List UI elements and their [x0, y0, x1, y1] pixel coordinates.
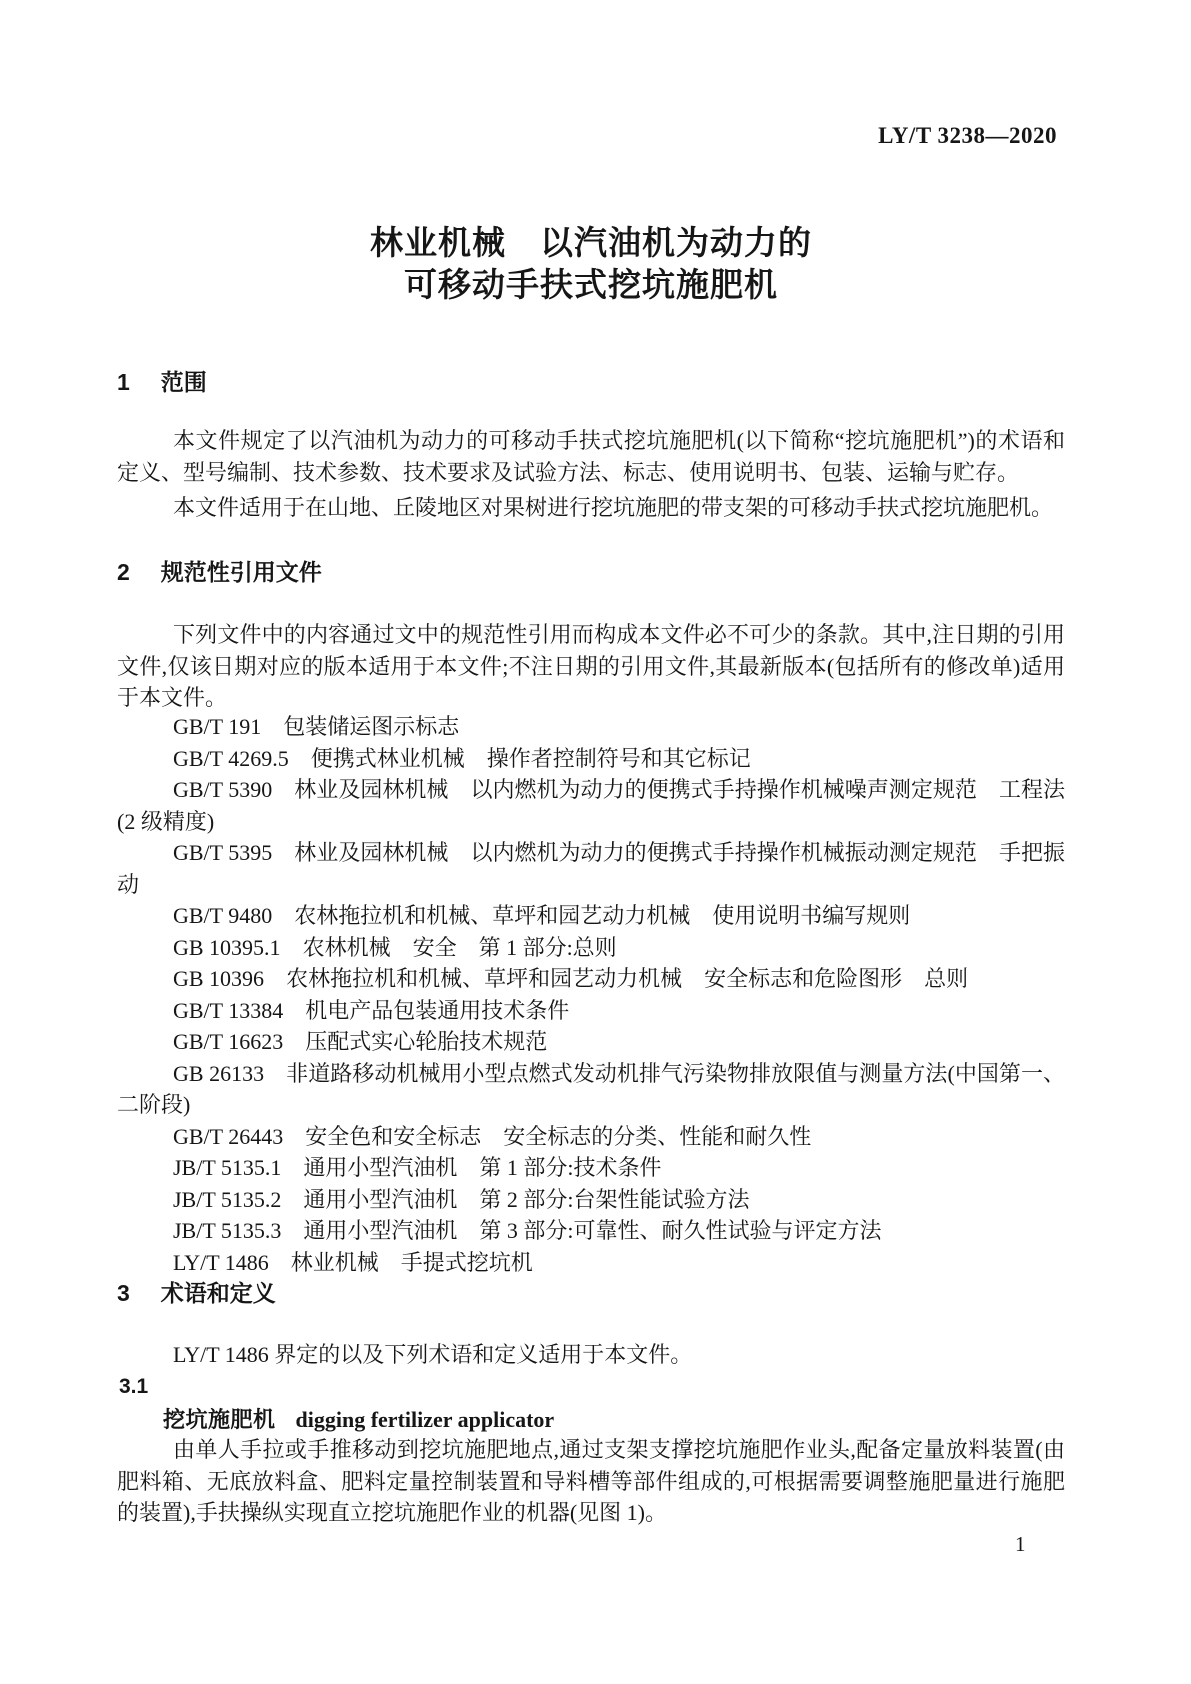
normative-references-intro: 下列文件中的内容通过文中的规范性引用而构成本文件必不可少的条款。其中,注日期的引用文件,仅该日期对应的版本适用于本文件;不注日期的引用文件,其最新版本(包括所有的修改单)适用于本文件。	[117, 622, 1065, 710]
reference-item	[117, 1215, 1065, 1247]
reference-code: GB/T 191	[173, 714, 262, 739]
reference-code: JB/T 5135.3	[173, 1218, 282, 1243]
reference-title: 农林拖拉机和机械、草坪和园艺动力机械 使用说明书编写规则	[294, 903, 911, 928]
standard-number-header: LY/T 3238—2020	[878, 123, 1057, 148]
section-title: 术语和定义	[160, 1280, 276, 1306]
reference-title: 便携式林业机械 操作者控制符号和其它标记	[310, 745, 751, 771]
section-title: 规范性引用文件	[160, 559, 322, 585]
reference-code: JB/T 5135.1	[173, 1155, 282, 1180]
term-entry	[163, 1404, 554, 1436]
document-title	[117, 222, 1065, 306]
reference-title: 农林机械 安全 第 1 部分:总则	[302, 934, 617, 960]
reference-title: 通用小型汽油机 第 3 部分:可靠性、耐久性试验与评定方法	[303, 1218, 882, 1243]
normative-references-list	[117, 711, 1065, 1278]
section-number: 1	[117, 369, 130, 395]
reference-title: 非道路移动机械用小型点燃式发动机排气污染物排放限值与测量方法(中国第一、二阶段)	[117, 1060, 1065, 1117]
reference-item	[117, 743, 1065, 775]
page-number: 1	[1015, 1532, 1026, 1556]
reference-code: GB 10395.1	[173, 934, 281, 960]
scope-paragraph-2: 本文件适用于在山地、丘陵地区对果树进行挖坑施肥的带支架的可移动手扶式挖坑施肥机。	[173, 495, 1054, 520]
page-content	[117, 0, 1065, 1684]
section-title: 范围	[160, 369, 207, 395]
section-number: 2	[117, 559, 130, 585]
reference-code: GB/T 4269.5	[173, 745, 289, 771]
reference-title: 农林拖拉机和机械、草坪和园艺动力机械 安全标志和危险图形 总则	[286, 966, 969, 991]
reference-item	[117, 1152, 1065, 1184]
reference-code: JB/T 5135.2	[173, 1186, 282, 1212]
scope-paragraph-1: 本文件规定了以汽油机为动力的可移动手扶式挖坑施肥机(以下简称“挖坑施肥机”)的术语和定义、型号编制、技术参数、技术要求及试验方法、标志、使用说明书、包装、运输与贮存。	[117, 428, 1065, 485]
term-english: digging fertilizer applicator	[295, 1407, 555, 1432]
reference-code: GB/T 5390	[173, 777, 273, 802]
reference-title: 压配式实心轮胎技术规范	[305, 1029, 548, 1054]
reference-item	[117, 711, 1065, 743]
reference-item	[117, 932, 1065, 964]
section-number: 3	[117, 1280, 130, 1306]
section-heading-scope	[117, 366, 207, 398]
reference-title: 林业机械 手提式挖坑机	[290, 1249, 533, 1275]
reference-code: GB/T 13384	[173, 997, 284, 1023]
reference-item	[117, 900, 1065, 932]
reference-item	[117, 1247, 1065, 1279]
clause-number-3-1: 3.1	[119, 1375, 149, 1398]
section-heading-terms-definitions	[117, 1277, 276, 1309]
reference-code: LY/T 1486	[173, 1249, 269, 1275]
reference-code: GB/T 9480	[173, 903, 273, 928]
reference-item	[117, 837, 1065, 900]
term-definition-paragraph: 由单人手拉或手推移动到挖坑施肥地点,通过支架支撑挖坑施肥作业头,配备定量放料装置(由肥料箱、无底放料盒、肥料定量控制装置和导料槽等部件组成的,可根据需要调整施肥量进行施肥的装置),手扶操纵实现直立挖坑施肥作业的机器(见图 1)。	[117, 1437, 1065, 1525]
reference-item	[117, 963, 1065, 995]
reference-code: GB 26133	[173, 1060, 265, 1086]
reference-title: 林业及园林机械 以内燃机为动力的便携式手持操作机械振动测定规范 手把振动	[117, 840, 1065, 897]
reference-code: GB/T 26443	[173, 1123, 284, 1149]
reference-code: GB/T 5395	[173, 840, 273, 865]
reference-code: GB 10396	[173, 966, 265, 991]
reference-title: 包装储运图示标志	[283, 714, 460, 739]
document-title-line1: 林业机械 以汽油机为动力的	[370, 224, 812, 261]
reference-item	[117, 1184, 1065, 1216]
reference-item	[117, 774, 1065, 837]
reference-item	[117, 1026, 1065, 1058]
reference-item	[117, 995, 1065, 1027]
terms-intro-paragraph: LY/T 1486 界定的以及下列术语和定义适用于本文件。	[173, 1342, 693, 1367]
reference-title: 林业及园林机械 以内燃机为动力的便携式手持操作机械噪声测定规范 工程法(2 级精度)	[117, 777, 1065, 834]
reference-code: GB/T 16623	[173, 1029, 284, 1054]
reference-item	[117, 1121, 1065, 1153]
section-heading-normative-references	[117, 556, 322, 588]
document-title-line2: 可移动手扶式挖坑施肥机	[404, 266, 778, 303]
reference-item	[117, 1058, 1065, 1121]
reference-title: 安全色和安全标志 安全标志的分类、性能和耐久性	[305, 1123, 812, 1149]
reference-title: 机电产品包装通用技术条件	[305, 997, 570, 1023]
reference-title: 通用小型汽油机 第 2 部分:台架性能试验方法	[303, 1186, 750, 1212]
reference-title: 通用小型汽油机 第 1 部分:技术条件	[303, 1155, 662, 1180]
term-chinese: 挖坑施肥机	[163, 1407, 276, 1432]
